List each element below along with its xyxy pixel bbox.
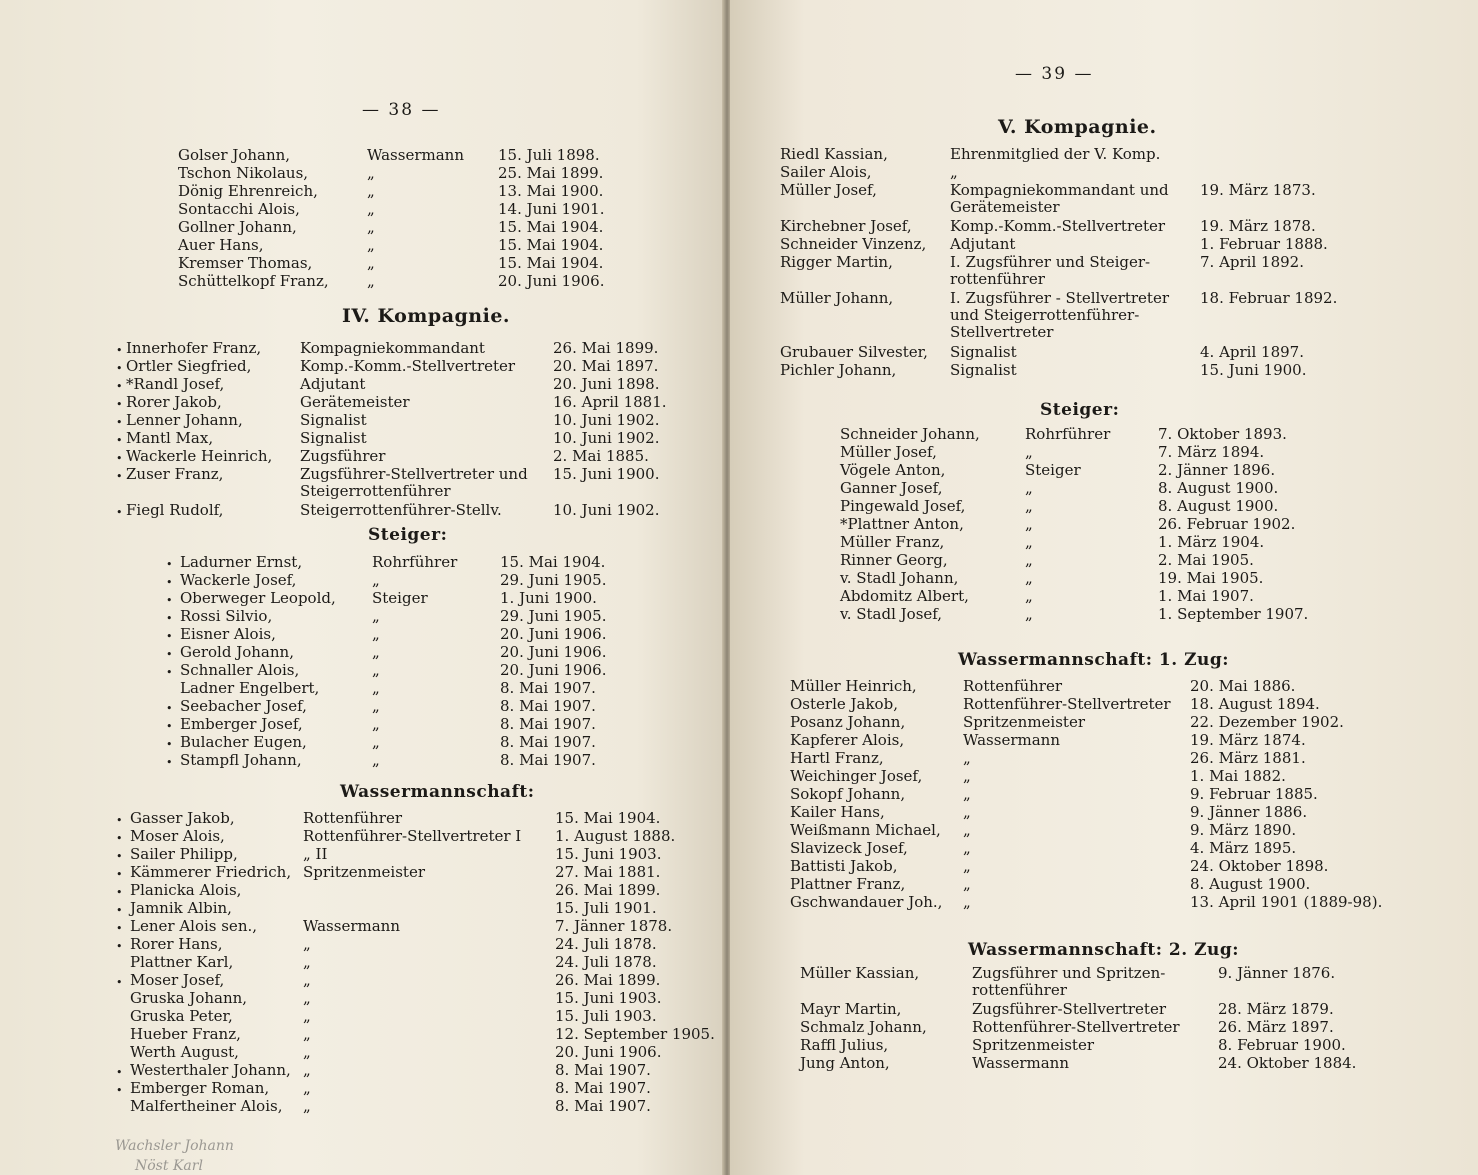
member-role: Zugsführer (300, 447, 386, 465)
member-role: „ (950, 163, 958, 181)
bullet-mark: • (166, 630, 173, 643)
member-role: „ (367, 272, 375, 290)
member-role: Adjutant (950, 235, 1016, 253)
member-name: Zuser Franz, (126, 465, 224, 483)
member-date: 8. Mai 1907. (500, 679, 596, 697)
member-role: „ (303, 1061, 311, 1079)
bullet-mark: • (116, 922, 123, 935)
member-role: Zugsführer-Stellvertreter und (300, 465, 528, 483)
member-name: Gruska Johann, (130, 989, 248, 1007)
member-date: 24. Juli 1878. (555, 953, 657, 971)
steiger-title-right: Steiger: (1040, 400, 1120, 420)
member-role: Rottenführer-Stellvertreter (972, 1018, 1180, 1036)
member-role: „ (303, 935, 311, 953)
member-name: Vögele Anton, (840, 461, 946, 479)
member-date: 26. März 1897. (1218, 1018, 1334, 1036)
member-name: Müller Franz, (840, 533, 945, 551)
member-name: Rorer Jakob, (126, 393, 222, 411)
member-role: Adjutant (300, 375, 366, 393)
member-role: Steigerrottenführer-Stellv. (300, 501, 502, 519)
member-date: 15. Juni 1903. (555, 989, 662, 1007)
member-role: „ (303, 1007, 311, 1025)
member-date: 7. April 1892. (1200, 253, 1304, 271)
member-role: „ (963, 821, 971, 839)
member-role: Ehrenmitglied der V. Komp. (950, 145, 1161, 163)
member-date: 25. Mai 1899. (498, 164, 604, 182)
member-name: Mayr Martin, (800, 1000, 902, 1018)
member-name: Müller Josef, (840, 443, 937, 461)
left-page (0, 0, 724, 1175)
member-name: Rorer Hans, (130, 935, 223, 953)
bullet-mark: • (116, 1066, 123, 1079)
member-date: 20. Juni 1906. (500, 643, 607, 661)
member-name: Jamnik Albin, (130, 899, 232, 917)
member-role: „ (372, 571, 380, 589)
member-role: „ (963, 893, 971, 911)
member-date: 8. August 1900. (1158, 479, 1279, 497)
member-role: „ (372, 679, 380, 697)
member-name: Kämmerer Friedrich, (130, 863, 292, 881)
member-date: 1. Mai 1882. (1190, 767, 1286, 785)
member-date: 14. Juni 1901. (498, 200, 605, 218)
member-role: „ (963, 857, 971, 875)
member-date: 16. April 1881. (553, 393, 667, 411)
member-date: 8. Mai 1907. (500, 751, 596, 769)
member-name: v. Stadl Johann, (840, 569, 959, 587)
member-date: 10. Juni 1902. (553, 411, 660, 429)
member-name: Battisti Jakob, (790, 857, 898, 875)
member-role: „ (963, 749, 971, 767)
member-date: 19. März 1874. (1190, 731, 1306, 749)
member-date: 15. Mai 1904. (555, 809, 661, 827)
member-name: Sokopf Johann, (790, 785, 906, 803)
member-date: 12. September 1905. (555, 1025, 715, 1043)
bullet-mark: • (116, 380, 123, 393)
member-date: 22. Dezember 1902. (1190, 713, 1344, 731)
member-name: Hartl Franz, (790, 749, 884, 767)
bullet-mark: • (166, 756, 173, 769)
member-date: 29. Juni 1905. (500, 571, 607, 589)
member-name: Emberger Roman, (130, 1079, 270, 1097)
member-date: 9. März 1890. (1190, 821, 1297, 839)
member-name: Gruska Peter, (130, 1007, 233, 1025)
member-date: 19. März 1873. (1200, 181, 1316, 199)
member-date: 20. Juni 1906. (500, 625, 607, 643)
member-role: „ (963, 875, 971, 893)
member-name: Auer Hans, (178, 236, 264, 254)
member-role: „ (303, 953, 311, 971)
member-date: 7. Jänner 1878. (555, 917, 673, 935)
bullet-mark: • (116, 452, 123, 465)
member-date: 1. Mai 1907. (1158, 587, 1254, 605)
member-role: „ (367, 164, 375, 182)
member-name: Plattner Franz, (790, 875, 906, 893)
bullet-mark: • (116, 344, 123, 357)
member-name: Oberweger Leopold, (180, 589, 336, 607)
member-role: „ (963, 767, 971, 785)
bullet-mark: • (116, 470, 123, 483)
member-role: Spritzenmeister (963, 713, 1085, 731)
member-date: 20. Mai 1897. (553, 357, 659, 375)
handwritten-note: Wachsler Johann (115, 1138, 234, 1154)
member-name: Osterle Jakob, (790, 695, 898, 713)
member-role: „ (303, 1097, 311, 1115)
company-iv-title: IV. Kompagnie. (342, 305, 511, 327)
member-role: „ (1025, 605, 1033, 623)
member-date: 8. Mai 1907. (555, 1079, 651, 1097)
member-role: Steiger (1025, 461, 1081, 479)
bullet-mark: • (166, 738, 173, 751)
member-name: Ortler Siegfried, (126, 357, 252, 375)
member-role: „ (372, 607, 380, 625)
member-name: Hueber Franz, (130, 1025, 241, 1043)
member-date: 19. Mai 1905. (1158, 569, 1264, 587)
member-role-cont: Stellvertreter (950, 323, 1054, 341)
member-role: Rottenführer (963, 677, 1063, 695)
member-name: Bulacher Eugen, (180, 733, 307, 751)
member-role: „ (367, 218, 375, 236)
member-name: Fiegl Rudolf, (126, 501, 224, 519)
bullet-mark: • (116, 506, 123, 519)
member-name: Wackerle Josef, (180, 571, 297, 589)
member-date: 10. Juni 1902. (553, 429, 660, 447)
bullet-mark: • (116, 940, 123, 953)
member-role-cont: rottenführer (972, 981, 1067, 999)
member-date: 24. Oktober 1898. (1190, 857, 1329, 875)
member-name: Kailer Hans, (790, 803, 885, 821)
member-role: „ (372, 643, 380, 661)
member-role: „ (1025, 479, 1033, 497)
member-name: Schmalz Johann, (800, 1018, 927, 1036)
member-role: Rohrführer (372, 553, 458, 571)
member-date: 15. Mai 1904. (498, 236, 604, 254)
member-role: Gerätemeister (300, 393, 410, 411)
member-date: 27. Mai 1881. (555, 863, 661, 881)
bullet-mark: • (116, 976, 123, 989)
member-role: Rottenführer-Stellvertreter (963, 695, 1171, 713)
bullet-mark: • (116, 868, 123, 881)
member-name: Mantl Max, (126, 429, 214, 447)
member-role: „ (372, 715, 380, 733)
member-role-cont: und Steigerrottenführer- (950, 306, 1140, 324)
member-name: Kremser Thomas, (178, 254, 313, 272)
member-role: Komp.-Komm.-Stellvertreter (950, 217, 1166, 235)
member-role: „ (367, 200, 375, 218)
member-date: 29. Juni 1905. (500, 607, 607, 625)
member-date: 15. Mai 1904. (500, 553, 606, 571)
member-name: Müller Heinrich, (790, 677, 917, 695)
member-name: Plattner Karl, (130, 953, 234, 971)
member-role: Spritzenmeister (972, 1036, 1094, 1054)
member-date: 4. März 1895. (1190, 839, 1297, 857)
member-role: „ (303, 971, 311, 989)
member-role: „ (1025, 443, 1033, 461)
member-role: Komp.-Komm.-Stellvertreter (300, 357, 516, 375)
member-date: 7. März 1894. (1158, 443, 1265, 461)
member-role: „ (372, 697, 380, 715)
member-name: Rigger Martin, (780, 253, 893, 271)
member-role: Rottenführer (303, 809, 403, 827)
member-role-cont: rottenführer (950, 270, 1045, 288)
member-role: „ (372, 733, 380, 751)
member-name: Schnaller Alois, (180, 661, 300, 679)
member-name: Lenner Johann, (126, 411, 243, 429)
member-role: „ (367, 254, 375, 272)
member-name: Wackerle Heinrich, (126, 447, 273, 465)
member-name: Emberger Josef, (180, 715, 303, 733)
member-name: Kapferer Alois, (790, 731, 905, 749)
member-date: 2. Mai 1885. (553, 447, 649, 465)
member-date: 15. Juni 1900. (1200, 361, 1307, 379)
member-name: Gschwandauer Joh., (790, 893, 943, 911)
member-role: „ (372, 751, 380, 769)
member-name: Müller Johann, (780, 289, 894, 307)
company-v-title: V. Kompagnie. (998, 116, 1157, 138)
member-name: Posanz Johann, (790, 713, 906, 731)
member-role: „ (367, 182, 375, 200)
member-name: Sailer Philipp, (130, 845, 238, 863)
member-name: Eisner Alois, (180, 625, 276, 643)
member-date: 8. Mai 1907. (555, 1097, 651, 1115)
member-role: „ (303, 1025, 311, 1043)
bullet-mark: • (116, 1084, 123, 1097)
member-name: Golser Johann, (178, 146, 291, 164)
bullet-mark: • (116, 362, 123, 375)
member-name: Müller Kassian, (800, 964, 920, 982)
member-name: Ladurner Ernst, (180, 553, 303, 571)
member-role: Zugsführer und Spritzen- (972, 964, 1166, 982)
member-role: Zugsführer-Stellvertreter (972, 1000, 1166, 1018)
member-name: Innerhofer Franz, (126, 339, 262, 357)
member-role: Wassermann (972, 1054, 1069, 1072)
member-date: 18. August 1894. (1190, 695, 1320, 713)
member-name: Moser Josef, (130, 971, 225, 989)
member-name: Kirchebner Josef, (780, 217, 912, 235)
member-name: Schneider Johann, (840, 425, 980, 443)
member-role: „ (1025, 569, 1033, 587)
member-role: Signalist (950, 343, 1017, 361)
wasser1-title: Wassermannschaft: 1. Zug: (958, 650, 1230, 670)
member-role: Signalist (300, 429, 367, 447)
member-name: Müller Josef, (780, 181, 877, 199)
member-date: 1. Juni 1900. (500, 589, 597, 607)
member-date: 15. Juni 1903. (555, 845, 662, 863)
bullet-mark: • (116, 416, 123, 429)
member-date: 26. Februar 1902. (1158, 515, 1296, 533)
member-name: Slavizeck Josef, (790, 839, 908, 857)
member-name: Rinner Georg, (840, 551, 948, 569)
member-role-cont: Gerätemeister (950, 198, 1060, 216)
wasser-title-left: Wassermannschaft: (340, 782, 535, 802)
bullet-mark: • (116, 814, 123, 827)
member-date: 9. Jänner 1876. (1218, 964, 1336, 982)
member-date: 28. März 1879. (1218, 1000, 1334, 1018)
member-name: Ladner Engelbert, (180, 679, 320, 697)
bullet-mark: • (166, 594, 173, 607)
bullet-mark: • (166, 576, 173, 589)
member-date: 8. Mai 1907. (555, 1061, 651, 1079)
bullet-mark: • (116, 832, 123, 845)
member-date: 8. August 1900. (1190, 875, 1311, 893)
right-page (730, 0, 1478, 1175)
member-date: 26. Mai 1899. (555, 971, 661, 989)
member-date: 19. März 1878. (1200, 217, 1316, 235)
member-role: „ (963, 839, 971, 857)
page-number: — 38 — (362, 100, 441, 120)
member-date: 8. Mai 1907. (500, 697, 596, 715)
member-date: 2. Mai 1905. (1158, 551, 1254, 569)
member-role: „ (303, 1079, 311, 1097)
bullet-mark: • (116, 434, 123, 447)
member-name: Schüttelkopf Franz, (178, 272, 329, 290)
member-name: Weichinger Josef, (790, 767, 923, 785)
member-date: 1. August 1888. (555, 827, 676, 845)
member-role: I. Zugsführer und Steiger- (950, 253, 1151, 271)
member-date: 8. Mai 1907. (500, 715, 596, 733)
member-role: „ (1025, 497, 1033, 515)
member-name: Planicka Alois, (130, 881, 242, 899)
member-role: Wassermann (367, 146, 464, 164)
member-name: Gerold Johann, (180, 643, 294, 661)
member-date: 1. September 1907. (1158, 605, 1309, 623)
member-date: 20. Juni 1898. (553, 375, 660, 393)
member-name: Sailer Alois, (780, 163, 872, 181)
member-date: 15. Juli 1901. (555, 899, 657, 917)
bullet-mark: • (166, 612, 173, 625)
member-date: 15. Mai 1904. (498, 254, 604, 272)
member-role: „ (1025, 551, 1033, 569)
member-name: Sontacchi Alois, (178, 200, 300, 218)
member-name: v. Stadl Josef, (840, 605, 943, 623)
member-date: 18. Februar 1892. (1200, 289, 1338, 307)
bullet-mark: • (116, 398, 123, 411)
member-date: 20. Juni 1906. (555, 1043, 662, 1061)
member-name: Moser Alois, (130, 827, 225, 845)
member-role: „ (367, 236, 375, 254)
member-role: „ (303, 989, 311, 1007)
member-date: 8. August 1900. (1158, 497, 1279, 515)
member-name: *Plattner Anton, (840, 515, 964, 533)
member-name: Lener Alois sen., (130, 917, 258, 935)
member-name: Pingewald Josef, (840, 497, 966, 515)
member-name: Ganner Josef, (840, 479, 943, 497)
member-name: *Randl Josef, (126, 375, 225, 393)
member-role: Spritzenmeister (303, 863, 425, 881)
member-role: „ (1025, 533, 1033, 551)
member-name: Riedl Kassian, (780, 145, 888, 163)
member-role: Kompagniekommandant (300, 339, 485, 357)
member-role: Steiger (372, 589, 428, 607)
member-name: Gollner Johann, (178, 218, 297, 236)
member-date: 15. Juli 1898. (498, 146, 600, 164)
member-date: 1. Februar 1888. (1200, 235, 1328, 253)
member-role: Rottenführer-Stellvertreter I (303, 827, 522, 845)
bullet-mark: • (116, 850, 123, 863)
member-name: Malfertheiner Alois, (130, 1097, 283, 1115)
member-date: 8. Mai 1907. (500, 733, 596, 751)
member-name: Rossi Silvio, (180, 607, 273, 625)
member-date: 15. Juni 1900. (553, 465, 660, 483)
member-name: Abdomitz Albert, (840, 587, 969, 605)
member-name: Pichler Johann, (780, 361, 897, 379)
member-date: 24. Juli 1878. (555, 935, 657, 953)
member-date: 24. Oktober 1884. (1218, 1054, 1357, 1072)
member-role: Signalist (950, 361, 1017, 379)
member-role: Wassermann (963, 731, 1060, 749)
member-date: 15. Juli 1903. (555, 1007, 657, 1025)
member-role: Rohrführer (1025, 425, 1111, 443)
member-name: Seebacher Josef, (180, 697, 307, 715)
member-date: 10. Juni 1902. (553, 501, 660, 519)
page-number: — 39 — (1015, 64, 1094, 84)
member-date: 2. Jänner 1896. (1158, 461, 1276, 479)
member-name: Grubauer Silvester, (780, 343, 928, 361)
bullet-mark: • (116, 886, 123, 899)
member-role: „ (372, 661, 380, 679)
member-name: Schneider Vinzenz, (780, 235, 927, 253)
member-role: „ (303, 1043, 311, 1061)
member-date: 26. März 1881. (1190, 749, 1306, 767)
member-date: 26. Mai 1899. (555, 881, 661, 899)
handwritten-note: Nöst Karl (135, 1158, 203, 1174)
wasser2-title: Wassermannschaft: 2. Zug: (968, 940, 1240, 960)
member-date: 15. Mai 1904. (498, 218, 604, 236)
bullet-mark: • (116, 904, 123, 917)
bullet-mark: • (166, 720, 173, 733)
member-role: „ (963, 803, 971, 821)
steiger-title-left: Steiger: (368, 525, 448, 545)
member-role: „ (1025, 587, 1033, 605)
member-date: 8. Februar 1900. (1218, 1036, 1346, 1054)
member-role: I. Zugsführer - Stellvertreter (950, 289, 1169, 307)
member-date: 9. Jänner 1886. (1190, 803, 1308, 821)
member-role: „ (1025, 515, 1033, 533)
member-name: Dönig Ehrenreich, (178, 182, 318, 200)
member-name: Stampfl Johann, (180, 751, 302, 769)
member-name: Jung Anton, (800, 1054, 890, 1072)
member-role-cont: Steigerrottenführer (300, 482, 451, 500)
member-role: „ (963, 785, 971, 803)
member-name: Westerthaler Johann, (130, 1061, 291, 1079)
member-role: „ (372, 625, 380, 643)
bullet-mark: • (166, 702, 173, 715)
member-name: Tschon Nikolaus, (178, 164, 309, 182)
member-date: 7. Oktober 1893. (1158, 425, 1287, 443)
member-date: 9. Februar 1885. (1190, 785, 1318, 803)
member-role: Kompagniekommandant und (950, 181, 1169, 199)
member-date: 13. Mai 1900. (498, 182, 604, 200)
bullet-mark: • (166, 558, 173, 571)
member-name: Raffl Julius, (800, 1036, 889, 1054)
member-role: „ II (303, 845, 328, 863)
member-date: 20. Juni 1906. (500, 661, 607, 679)
bullet-mark: • (166, 666, 173, 679)
member-name: Gasser Jakob, (130, 809, 235, 827)
member-date: 13. April 1901 (1889-98). (1190, 893, 1383, 911)
member-role: Signalist (300, 411, 367, 429)
member-date: 4. April 1897. (1200, 343, 1304, 361)
member-name: Werth August, (130, 1043, 239, 1061)
member-date: 26. Mai 1899. (553, 339, 659, 357)
member-role: Wassermann (303, 917, 400, 935)
member-date: 20. Mai 1886. (1190, 677, 1296, 695)
member-date: 20. Juni 1906. (498, 272, 605, 290)
bullet-mark: • (166, 648, 173, 661)
member-date: 1. März 1904. (1158, 533, 1265, 551)
member-name: Weißmann Michael, (790, 821, 941, 839)
